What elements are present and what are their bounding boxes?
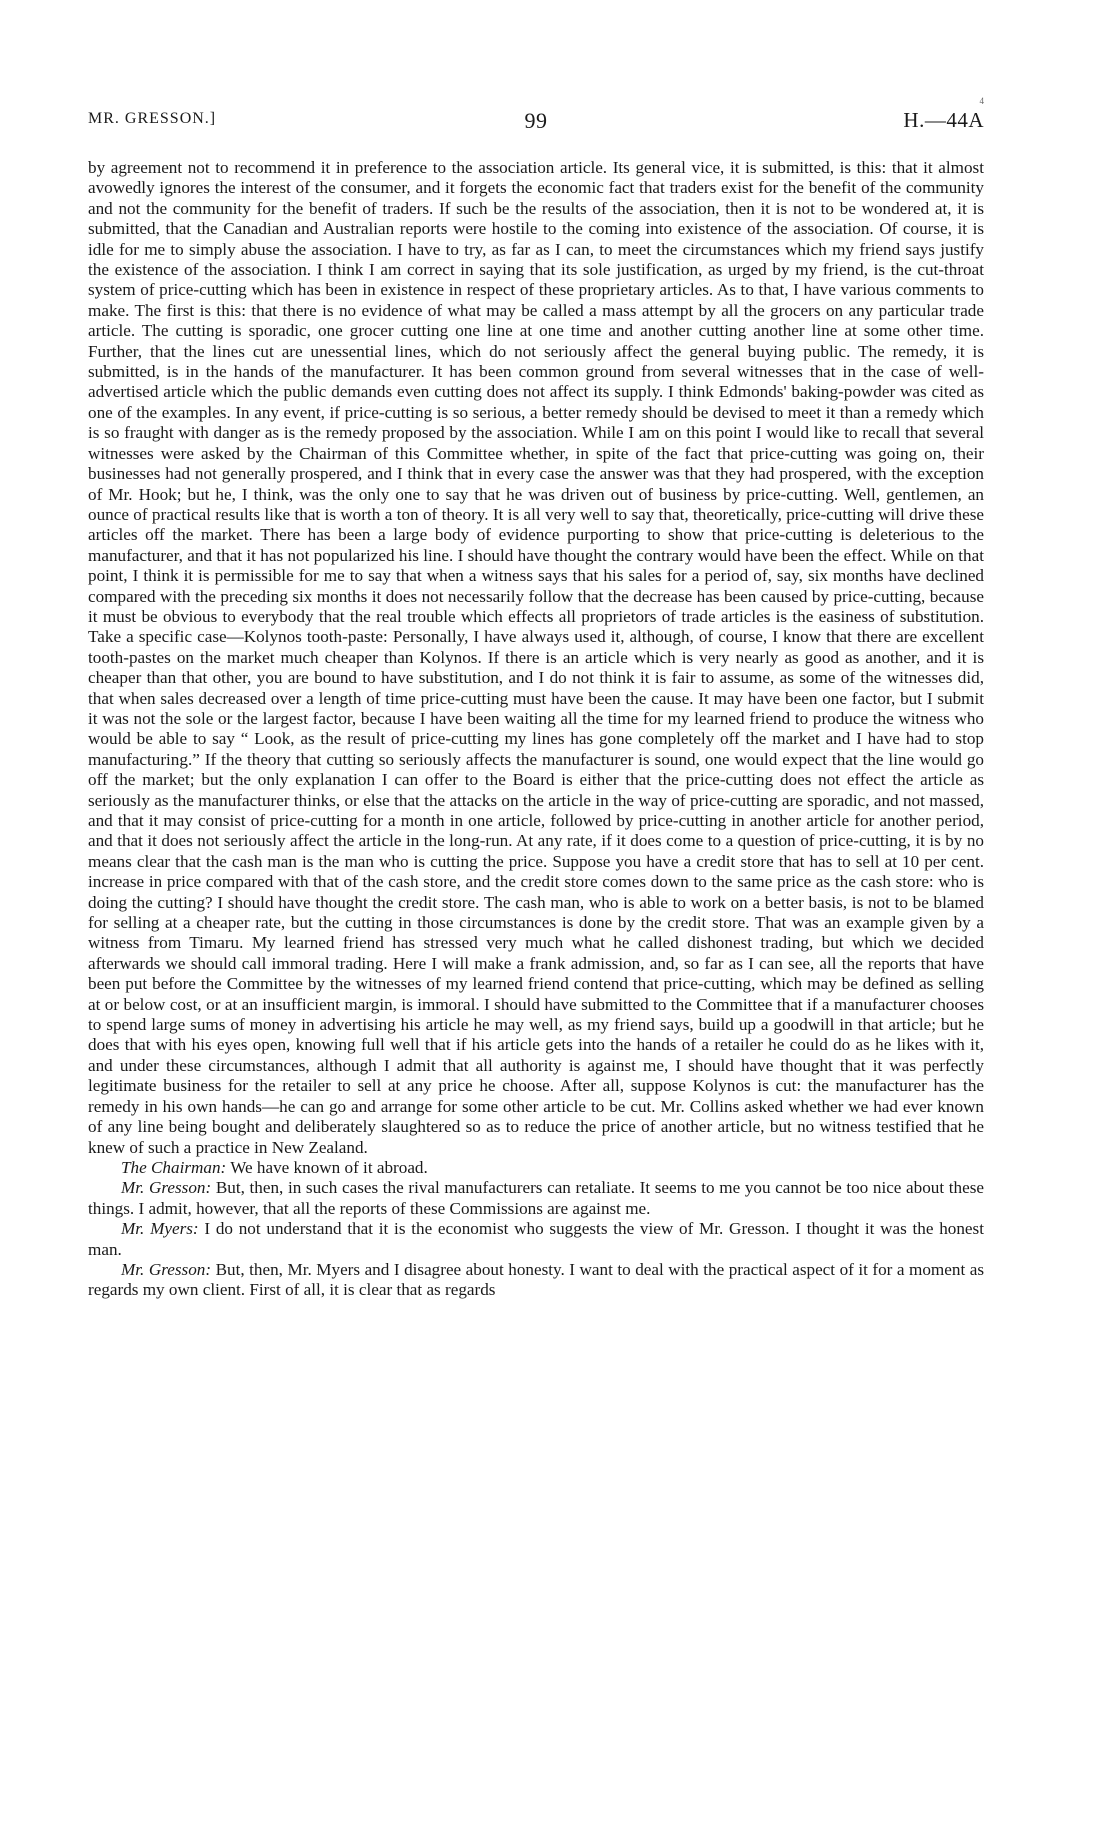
page-number: 99 <box>524 108 548 133</box>
page-header <box>88 108 984 142</box>
document-reference: H.—44A <box>903 108 984 132</box>
speaker-name: Mr. Gresson: <box>121 1178 212 1198</box>
paragraph-myers <box>88 1219 984 1260</box>
speaker-name: Mr. Myers: <box>121 1219 199 1239</box>
paragraph-text: But, then, in such cases the rival manufacturers can retaliate. It seems to me you cannot be too nice about these things. I admit, however, that all the reports of these Commissions are against me. <box>88 1178 984 1218</box>
paragraph-chairman <box>88 1158 984 1178</box>
running-head-speaker: MR. GRESSON.] <box>88 110 217 127</box>
speaker-name: The Chairman: <box>121 1157 227 1177</box>
body-text <box>88 158 984 1301</box>
paragraph-gresson <box>88 1178 984 1219</box>
paragraph-gresson <box>88 1260 984 1301</box>
speaker-name: Mr. Gresson: <box>121 1259 212 1279</box>
margin-mark: 4 <box>979 96 984 106</box>
paragraph-text: But, then, Mr. Myers and I disagree about honesty. I want to deal with the practical aspect of it for a moment as regards my own client. First of all, it is clear that as regards <box>88 1259 984 1300</box>
paragraph-continued <box>88 158 984 1158</box>
paragraph-text: I do not understand that it is the economist who suggests the view of Mr. Gresson. I thought it was the honest man. <box>88 1219 984 1259</box>
paragraph-text: We have known of it abroad. <box>226 1157 428 1177</box>
paragraph-text: by agreement not to recommend it in preference to the association article. Its general vice, it is submitted, is this: that it almost avowedly ignores the interest of the consumer, and it forgets the economic fact that traders exist for the benefit of the community and not the community for the benefit of traders. If such be the results of the association, then it is not to be wondered at, it is submitted, that the Canadian and Australian reports were hostile to the coming into existence of the association. Of course, it is idle for me to simply abuse the association. I have to try, as far as I can, to meet the circumstances which my friend says justify the existence of the association. I think I am correct in saying that its sole justification, as urged by my friend, is the cut-throat system of price-cutting which has been in existence in respect of these proprietary articles. As to that, I have various comments to make. The first is this: that there is no evidence of what may be called a mass attempt by all the grocers on any particular trade article. The cutting is sporadic, one grocer cutting one line at one time and another cutting another line at some other time. Further, that the lines cut are unessential lines, which do not seriously affect the general buying public. The remedy, it is submitted, is in the hands of the manufacturer. It has been common ground from several witnesses that in the case of well-advertised article which the public demands even cutting does not affect its supply. I think Edmonds' baking-powder was cited as one of the examples. In any event, if price-cutting is so serious, a better remedy should be devised to meet it than a remedy which is so fraught with danger as is the remedy proposed by the association. While I am on this point I would like to recall that several witnesses were asked by the Chairman of this Committee whether, in spite of the fact that price-cutting was going on, their businesses had not generally prospered, and I think that in every case the answer was that they had prospered, with the exception of Mr. Hook; but he, I think, was the only one to say that he was driven out of business by price-cutting. Well, gentlemen, an ounce of practical results like that is worth a ton of theory. It is all very well to say that, theoretically, price-cutting will drive these articles off the market. There has been a large body of evidence purporting to show that price-cutting is deleterious to the manufacturer, and that it has not popularized his line. I should have thought the contrary would have been the effect. While on that point, I think it is permissible for me to say that when a witness says that his sales for a period of, say, six months have declined compared with the preceding six months it does not necessarily follow that the decrease has been caused by price-cutting, because it must be obvious to everybody that the real trouble which effects all proprietors of trade articles is the easiness of substitution. Take a specific case—Kolynos tooth-paste: Personally, I have always used it, although, of course, I know that there are excellent tooth-pastes on the market much cheaper than Kolynos. If there is an article which is very nearly as good as another, and it is cheaper than that other, you are bound to have substitution, and I do not think it is fair to assume, as some of the witnesses did, that when sales decreased over a length of time price-cutting must have been the cause. It may have been one factor, but I submit it was not the sole or the largest factor, because I have been waiting all the time for my learned friend to produce the witness who would be able to say “ Look, as the result of price-cutting my lines has gone completely off the market and I have had to stop manufacturing.” If the theory that cutting so seriously affects the manufacturer is sound, one would expect that the line would go off the market; but the only explanation I can offer to the Board is either that the price-cutting does not effect the article as seriously as the manufacturer thinks, or else that the attacks on the article in the way of price-cutting are sporadic, and not massed, and that it may consist of price-cutting for a month in one article, followed by price-cutting in another article for another period, and that it does not seriously affect the article in the long-run. At any rate, if it does come to a question of price-cutting, it is by no means clear that the cash man is the man who is cutting the price. Suppose you have a credit store that has to sell at 10 per cent. increase in price compared with that of the cash store, and the credit store comes down to the same price as the cash store: who is doing the cutting? I should have thought the credit store. The cash man, who is able to work on a better basis, is not to be blamed for selling at a cheaper rate, but the cutting in those circumstances is done by the credit store. That was an example given by a witness from Timaru. My learned friend has stressed very much what he called dishonest trading, but which we decided afterwards we should call immoral trading. Here I will make a frank admission, and, so far as I can see, all the reports that have been put before the Committee by the witnesses of my learned friend contend that price-cutting, which may be defined as selling at or below cost, or at an insufficient margin, is immoral. I should have submitted to the Committee that if a manufacturer chooses to spend large sums of money in advertising his article he may well, as my friend says, build up a goodwill in that article; but he does that with his eyes open, knowing full well that if his article gets into the hands of a retailer he could do as he likes with it, and under these circumstances, although I admit that all authority is against me, I should have thought that it was perfectly legitimate business for the retailer to sell at any price he choose. After all, suppose Kolynos is cut: the manufacturer has the remedy in his own hands—he can go and arrange for some other article to be cut. Mr. Collins asked whether we had ever known of any line being bought and deliberately slaughtered so as to reduce the price of another article, but no witness testified that he knew of such a practice in New Zealand. <box>88 158 984 1157</box>
